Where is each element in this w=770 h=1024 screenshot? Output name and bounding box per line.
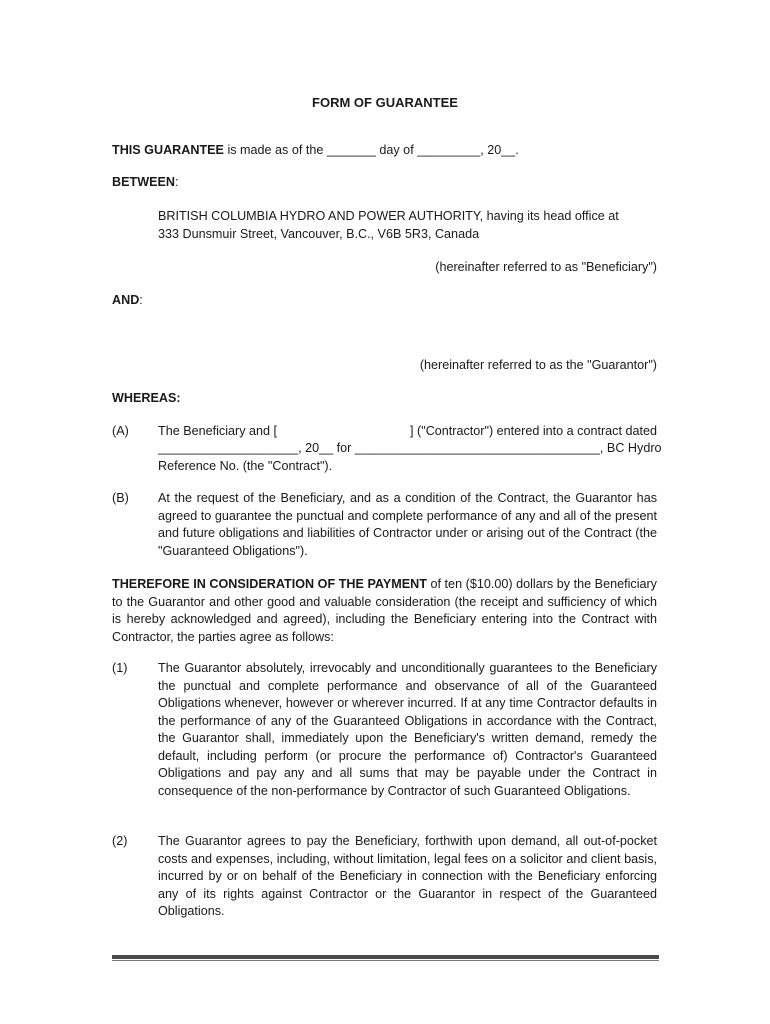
recital-a-line-2: ____________________, 20__ for ___________________________________, BC Hydro (158, 441, 662, 455)
recital-a-marker: (A) (112, 424, 129, 438)
intro-rest: is made as of the _______ day of _________, 20__. (223, 143, 519, 157)
recital-b-marker: (B) (112, 491, 129, 505)
beneficiary-line-2: 333 Dunsmuir Street, Vancouver, B.C., V6B 5R3, Canada (158, 227, 480, 241)
footer-rule-thick (112, 955, 659, 959)
intro-bold: THIS GUARANTEE (112, 143, 224, 157)
clause-1-text: The Guarantor absolutely, irrevocably and unconditionally guarantees to the Beneficiary the punctual and complete performance and observance of all of the Guaranteed Obligations whenever, however or wherever incurred. If at any time Contractor defaults in the performance of any of the Guaranteed Obligations in accordance with the Contract, the Guarantor shall, immediately upon the Beneficiary's written demand, remedy the default, including perform (or procure the performance of) Contractor's Guaranteed Obligations and pay any and all sums that may be payable under the Contract in consequence of the non-performance by Contractor of such Guaranteed Obligations. (158, 661, 657, 798)
recital-a-line-1a: The Beneficiary and [ (158, 424, 278, 438)
and-heading: AND: (112, 293, 143, 307)
guarantor-referred: (hereinafter referred to as the "Guarantor") (419, 358, 657, 372)
recital-a-line-3: Reference No. (the "Contract"). (158, 459, 333, 473)
therefore-rest: of ten ($10.00) dollars by the Beneficiary to the Guarantor and other good and valuable consideration (the receipt and sufficiency of which is hereby acknowledged and agreed), including the Beneficiary entering into the Contract with Contractor, the parties agree as follows: (112, 577, 657, 644)
therefore-bold: THEREFORE IN CONSIDERATION OF THE PAYMENT (112, 577, 427, 591)
recital-b-text: At the request of the Beneficiary, and as a condition of the Contract, the Guarantor has agreed to guarantee the punctual and complete performance of any and all of the present and future obligations and liabilities of Contractor under or arising out of the Contract (the "Guaranteed Obligations"). (158, 491, 657, 558)
document-title: FORM OF GUARANTEE (312, 95, 458, 110)
footer-rule-thin (112, 960, 659, 961)
therefore-paragraph (112, 576, 657, 646)
and-label: AND (112, 293, 140, 307)
whereas-heading: WHEREAS: (112, 391, 181, 405)
beneficiary-referred: (hereinafter referred to as "Beneficiary") (435, 260, 657, 274)
clause-1-marker: (1) (112, 661, 128, 675)
between-heading: BETWEEN: (112, 175, 179, 189)
recital-a-line-1b: ] ("Contractor") entered into a contract dated (410, 424, 657, 438)
between-label: BETWEEN (112, 175, 175, 189)
clause-2-text: The Guarantor agrees to pay the Beneficiary, forthwith upon demand, all out-of-pocket costs and expenses, including, without limitation, legal fees on a solicitor and client basis, incurred by or on behalf of the Beneficiary in connection with the Beneficiary enforcing any of its rights against Contractor or the Guarantor in respect of the Guaranteed Obligations. (158, 834, 657, 918)
clause-2-marker: (2) (112, 834, 128, 848)
beneficiary-line-1: BRITISH COLUMBIA HYDRO AND POWER AUTHORITY, having its head office at (158, 209, 619, 223)
intro-line (112, 143, 519, 157)
